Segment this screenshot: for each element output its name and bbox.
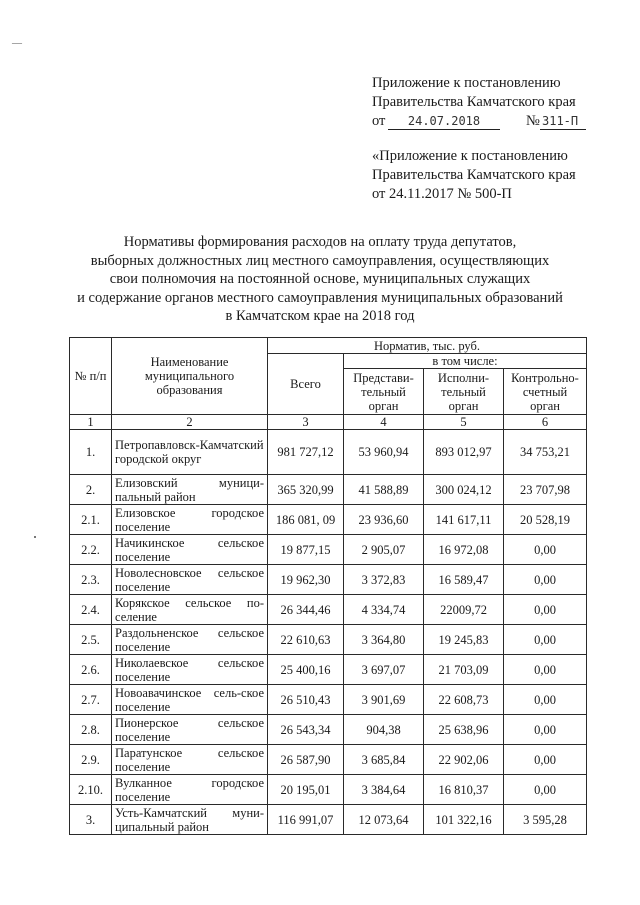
appendix-line2: Правительства Камчатского края bbox=[372, 94, 576, 110]
row-number: 2.7. bbox=[70, 685, 112, 715]
title-line5: в Камчатском крае на 2018 год bbox=[225, 308, 415, 324]
row-representative: 53 960,94 bbox=[344, 430, 424, 475]
row-number: 2.6. bbox=[70, 655, 112, 685]
row-control: 0,00 bbox=[504, 535, 587, 565]
prev-appendix-line3: от 24.11.2017 № 500-П bbox=[372, 186, 512, 202]
row-executive: 101 322,16 bbox=[424, 805, 504, 835]
row-control: 0,00 bbox=[504, 595, 587, 625]
header-name: Наименование муниципального образования bbox=[112, 338, 268, 415]
table-row bbox=[70, 655, 587, 685]
row-name: Начикинское сельское поселение bbox=[112, 535, 268, 565]
appendix-block bbox=[372, 74, 602, 131]
row-number: 2. bbox=[70, 475, 112, 505]
row-total: 22 610,63 bbox=[268, 625, 344, 655]
row-executive: 893 012,97 bbox=[424, 430, 504, 475]
header-including: в том числе: bbox=[344, 354, 587, 369]
prev-appendix-line1: «Приложение к постановлению bbox=[372, 148, 568, 164]
row-name: Николаевское сельское поселение bbox=[112, 655, 268, 685]
table-row bbox=[70, 475, 587, 505]
row-number: 2.5. bbox=[70, 625, 112, 655]
row-number: 2.1. bbox=[70, 505, 112, 535]
table-row bbox=[70, 715, 587, 745]
prev-appendix-line2: Правительства Камчатского края bbox=[372, 167, 576, 183]
row-total: 26 510,43 bbox=[268, 685, 344, 715]
row-representative: 3 364,80 bbox=[344, 625, 424, 655]
norms-table bbox=[69, 337, 587, 835]
row-name: Новоавачинское сель-ское поселение bbox=[112, 685, 268, 715]
row-total: 116 991,07 bbox=[268, 805, 344, 835]
number-underline bbox=[540, 129, 586, 130]
row-executive: 25 638,96 bbox=[424, 715, 504, 745]
row-control: 34 753,21 bbox=[504, 430, 587, 475]
row-executive: 21 703,09 bbox=[424, 655, 504, 685]
row-name: Паратунское сельское поселение bbox=[112, 745, 268, 775]
index-cell: 1 bbox=[70, 415, 112, 430]
row-representative: 3 901,69 bbox=[344, 685, 424, 715]
row-representative: 3 697,07 bbox=[344, 655, 424, 685]
index-cell: 4 bbox=[344, 415, 424, 430]
table-row bbox=[70, 505, 587, 535]
appendix-number-label: № bbox=[526, 113, 540, 129]
row-executive: 141 617,11 bbox=[424, 505, 504, 535]
row-number: 2.10. bbox=[70, 775, 112, 805]
row-name: Корякское сельское по-селение bbox=[112, 595, 268, 625]
row-representative: 3 685,84 bbox=[344, 745, 424, 775]
appendix-date: 24.07.2018 bbox=[407, 114, 481, 128]
row-total: 186 081, 09 bbox=[268, 505, 344, 535]
row-control: 3 595,28 bbox=[504, 805, 587, 835]
appendix-date-line bbox=[372, 112, 602, 131]
row-representative: 41 588,89 bbox=[344, 475, 424, 505]
row-executive: 19 245,83 bbox=[424, 625, 504, 655]
row-total: 365 320,99 bbox=[268, 475, 344, 505]
header-num: № п/п bbox=[70, 338, 112, 415]
table-row bbox=[70, 805, 587, 835]
row-total: 19 877,15 bbox=[268, 535, 344, 565]
row-representative: 904,38 bbox=[344, 715, 424, 745]
row-executive: 16 589,47 bbox=[424, 565, 504, 595]
table-row bbox=[70, 595, 587, 625]
title-line2: выборных должностных лиц местного самоуправления, осуществляющих bbox=[90, 252, 550, 269]
table-row bbox=[70, 430, 587, 475]
row-number: 2.9. bbox=[70, 745, 112, 775]
header-norm: Норматив, тыс. руб. bbox=[268, 338, 587, 354]
row-total: 26 543,34 bbox=[268, 715, 344, 745]
row-control: 0,00 bbox=[504, 685, 587, 715]
index-cell: 5 bbox=[424, 415, 504, 430]
row-total: 20 195,01 bbox=[268, 775, 344, 805]
margin-mark: — bbox=[12, 38, 22, 49]
table-row bbox=[70, 625, 587, 655]
table-row bbox=[70, 565, 587, 595]
row-name: Раздольненское сельское поселение bbox=[112, 625, 268, 655]
appendix-number: 311-П bbox=[542, 114, 579, 128]
previous-appendix-block bbox=[372, 147, 612, 204]
row-control: 0,00 bbox=[504, 775, 587, 805]
table-row bbox=[70, 685, 587, 715]
document-title bbox=[60, 233, 580, 326]
date-underline bbox=[388, 129, 500, 130]
row-representative: 3 384,64 bbox=[344, 775, 424, 805]
row-representative: 3 372,83 bbox=[344, 565, 424, 595]
index-row bbox=[70, 415, 587, 430]
row-representative: 12 073,64 bbox=[344, 805, 424, 835]
index-cell: 2 bbox=[112, 415, 268, 430]
row-control: 0,00 bbox=[504, 625, 587, 655]
table-row bbox=[70, 535, 587, 565]
row-number: 3. bbox=[70, 805, 112, 835]
row-name: Новолесновское сельское поселение bbox=[112, 565, 268, 595]
table-row bbox=[70, 775, 587, 805]
row-number: 2.8. bbox=[70, 715, 112, 745]
appendix-line1: Приложение к постановлению bbox=[372, 75, 561, 91]
index-cell: 3 bbox=[268, 415, 344, 430]
row-control: 0,00 bbox=[504, 655, 587, 685]
row-executive: 22 902,06 bbox=[424, 745, 504, 775]
row-number: 1. bbox=[70, 430, 112, 475]
row-number: 2.4. bbox=[70, 595, 112, 625]
row-control: 0,00 bbox=[504, 745, 587, 775]
title-line4: и содержание органов местного самоуправления муниципальных образований bbox=[77, 289, 563, 306]
row-executive: 22009,72 bbox=[424, 595, 504, 625]
row-name: Вулканное городское поселение bbox=[112, 775, 268, 805]
row-number: 2.2. bbox=[70, 535, 112, 565]
appendix-from-label: от bbox=[372, 113, 386, 129]
header-control: Контрольно-счетный орган bbox=[504, 369, 587, 415]
margin-dot bbox=[34, 536, 36, 538]
row-total: 26 344,46 bbox=[268, 595, 344, 625]
row-name: Елизовский муници-пальный район bbox=[112, 475, 268, 505]
header-representative: Представи-тельный орган bbox=[344, 369, 424, 415]
row-representative: 23 936,60 bbox=[344, 505, 424, 535]
row-representative: 4 334,74 bbox=[344, 595, 424, 625]
row-name: Усть-Камчатский муни-ципальный район bbox=[112, 805, 268, 835]
header-total: Всего bbox=[268, 354, 344, 415]
row-total: 26 587,90 bbox=[268, 745, 344, 775]
row-total: 19 962,30 bbox=[268, 565, 344, 595]
row-representative: 2 905,07 bbox=[344, 535, 424, 565]
row-total: 25 400,16 bbox=[268, 655, 344, 685]
row-name: Пионерское сельское поселение bbox=[112, 715, 268, 745]
index-cell: 6 bbox=[504, 415, 587, 430]
title-line3: свои полномочия на постоянной основе, муниципальных служащих bbox=[109, 271, 531, 287]
row-name: Елизовское городское поселение bbox=[112, 505, 268, 535]
row-number: 2.3. bbox=[70, 565, 112, 595]
row-control: 0,00 bbox=[504, 565, 587, 595]
row-control: 23 707,98 bbox=[504, 475, 587, 505]
table-body bbox=[70, 415, 587, 835]
row-executive: 22 608,73 bbox=[424, 685, 504, 715]
row-name: Петропавловск-Камчатский городской округ bbox=[112, 430, 268, 475]
row-executive: 16 972,08 bbox=[424, 535, 504, 565]
row-total: 981 727,12 bbox=[268, 430, 344, 475]
title-line1: Нормативы формирования расходов на оплату труда депутатов, bbox=[123, 234, 517, 250]
row-control: 20 528,19 bbox=[504, 505, 587, 535]
header-executive: Исполни-тельный орган bbox=[424, 369, 504, 415]
row-executive: 300 024,12 bbox=[424, 475, 504, 505]
row-executive: 16 810,37 bbox=[424, 775, 504, 805]
row-control: 0,00 bbox=[504, 715, 587, 745]
table-row bbox=[70, 745, 587, 775]
